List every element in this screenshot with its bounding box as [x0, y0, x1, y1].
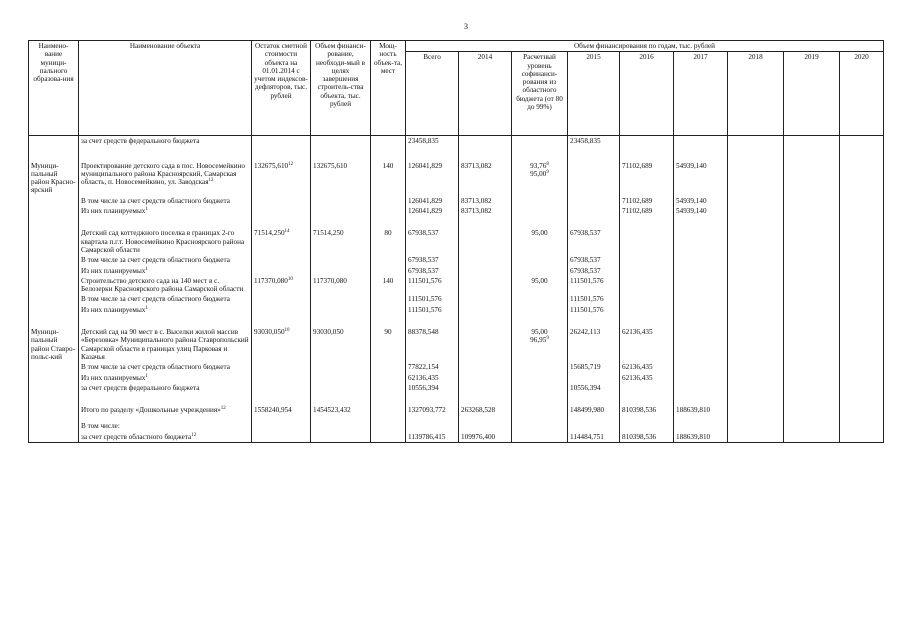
total-cell: 23458,835 — [406, 136, 459, 147]
volume-cell — [311, 362, 371, 372]
y2019-cell — [784, 228, 840, 255]
y2017-cell: 188639,810 — [674, 432, 728, 443]
table-row — [29, 327, 884, 362]
header-capacity: Мощ-ность объек-та, мест — [371, 41, 406, 136]
object-name-cell: за счет средств федерального бюджета — [79, 136, 252, 147]
capacity-cell — [371, 266, 406, 276]
volume-cell — [311, 421, 371, 431]
y2018-cell — [728, 161, 784, 196]
municipality-cell — [29, 196, 79, 206]
header-2019: 2019 — [784, 52, 840, 136]
y2018-cell — [728, 206, 784, 216]
y2015-cell: 67938,537 — [568, 266, 620, 276]
y2014-cell — [459, 294, 512, 304]
table-row — [29, 206, 884, 216]
y2017-cell: 54939,140 — [674, 196, 728, 206]
y2020-cell — [840, 255, 884, 265]
y2015-cell: 111501,576 — [568, 294, 620, 304]
y2020-cell — [840, 432, 884, 443]
total-cell: 67938,537 — [406, 228, 459, 255]
header-2020: 2020 — [840, 52, 884, 136]
capacity-cell: 140 — [371, 161, 406, 196]
header-2016: 2016 — [620, 52, 674, 136]
y2014-cell: 83713,082 — [459, 196, 512, 206]
y2018-cell — [728, 276, 784, 295]
y2014-cell — [459, 305, 512, 315]
spacer-row — [29, 216, 884, 228]
total-cell: 111501,576 — [406, 276, 459, 295]
spacer-row — [29, 393, 884, 405]
y2018-cell — [728, 383, 784, 393]
total-cell: 67938,537 — [406, 266, 459, 276]
y2015-cell — [568, 196, 620, 206]
y2018-cell — [728, 421, 784, 431]
y2015-cell — [568, 373, 620, 383]
municipality-cell: Муници-пальный район Ставро-польс-кий — [29, 327, 79, 362]
y2019-cell — [784, 327, 840, 362]
volume-cell — [311, 266, 371, 276]
y2020-cell — [840, 206, 884, 216]
header-object-name: Наименование объекта — [79, 41, 252, 136]
y2017-cell — [674, 327, 728, 362]
y2020-cell — [840, 373, 884, 383]
volume-cell — [311, 373, 371, 383]
table-row — [29, 432, 884, 443]
table-row — [29, 421, 884, 431]
table-row — [29, 161, 884, 196]
table-row — [29, 255, 884, 265]
object-name-cell: Проектирование детского сада в пос. Новосемейкино муниципального района Красноярский, Самарская область, п. Новосемейкино, ул. Заводская$^{12}$ — [79, 161, 252, 196]
y2015-cell — [568, 206, 620, 216]
object-name-cell: Из них планируемых$^1$ — [79, 206, 252, 216]
capacity-cell — [371, 383, 406, 393]
municipality-cell — [29, 373, 79, 383]
calc-level-cell: 95,00 — [512, 276, 568, 295]
calc-level-cell: 95,00 96,95$^9$ — [512, 327, 568, 362]
balance-cell: 132675,610$^{12}$ — [252, 161, 311, 196]
y2016-cell: 71102,689 — [620, 196, 674, 206]
header-volume: Объем финанси-рование, необходи-мый в целях завершения строитель-ства объекта, тыс. рублей — [311, 41, 371, 136]
calc-level-cell — [512, 305, 568, 315]
spacer-row — [29, 147, 884, 161]
calc-level-cell — [512, 405, 568, 415]
calc-level-cell — [512, 383, 568, 393]
calc-level-cell — [512, 421, 568, 431]
y2017-cell: 54939,140 — [674, 206, 728, 216]
y2016-cell — [620, 294, 674, 304]
object-name-cell: В том числе за счет средств областного бюджета — [79, 362, 252, 372]
volume-cell: 93030,050 — [311, 327, 371, 362]
y2016-cell — [620, 421, 674, 431]
spacer-row — [29, 315, 884, 327]
y2019-cell — [784, 196, 840, 206]
calc-level-cell: 93,76$^8$ 95,00$^9$ — [512, 161, 568, 196]
volume-cell — [311, 136, 371, 147]
y2017-cell — [674, 362, 728, 372]
table-row — [29, 136, 884, 147]
header-total: Всего — [406, 52, 459, 136]
volume-cell: 117370,080 — [311, 276, 371, 295]
y2015-cell: 111501,576 — [568, 276, 620, 295]
total-cell: 1139786,415 — [406, 432, 459, 443]
y2018-cell — [728, 266, 784, 276]
y2019-cell — [784, 421, 840, 431]
header-2018: 2018 — [728, 52, 784, 136]
y2018-cell — [728, 136, 784, 147]
balance-cell — [252, 294, 311, 304]
volume-cell — [311, 305, 371, 315]
volume-cell — [311, 383, 371, 393]
municipality-cell: Муници-пальный район Красно-ярский — [29, 161, 79, 196]
page-number: 3 — [464, 22, 468, 31]
y2018-cell — [728, 362, 784, 372]
table-body — [29, 136, 884, 443]
balance-cell — [252, 421, 311, 431]
balance-cell: 1558240,954 — [252, 405, 311, 415]
total-cell: 10556,394 — [406, 383, 459, 393]
object-name-cell: В том числе: — [79, 421, 252, 431]
balance-cell — [252, 383, 311, 393]
municipality-cell — [29, 276, 79, 295]
y2015-cell: 148499,980 — [568, 405, 620, 415]
municipality-cell — [29, 383, 79, 393]
y2016-cell: 71102,689 — [620, 206, 674, 216]
capacity-cell — [371, 373, 406, 383]
y2017-cell — [674, 383, 728, 393]
calc-level-cell — [512, 206, 568, 216]
balance-cell: 93030,050$^{10}$ — [252, 327, 311, 362]
header-2014: 2014 — [459, 52, 512, 136]
calc-level-cell: 95,00 — [512, 228, 568, 255]
municipality-cell — [29, 305, 79, 315]
object-name-cell: Итого по разделу «Дошкольные учреждения»$^{12}$ — [79, 405, 252, 415]
y2014-cell — [459, 276, 512, 295]
y2015-cell: 67938,537 — [568, 255, 620, 265]
y2018-cell — [728, 373, 784, 383]
volume-cell: 71514,250 — [311, 228, 371, 255]
total-cell: 77822,154 — [406, 362, 459, 372]
y2017-cell — [674, 255, 728, 265]
y2015-cell: 15685,719 — [568, 362, 620, 372]
balance-cell — [252, 196, 311, 206]
y2020-cell — [840, 421, 884, 431]
capacity-cell: 140 — [371, 276, 406, 295]
capacity-cell — [371, 421, 406, 431]
table-row — [29, 276, 884, 295]
object-name-cell: Из них планируемых$^1$ — [79, 305, 252, 315]
capacity-cell — [371, 136, 406, 147]
municipality-cell — [29, 362, 79, 372]
table-row — [29, 362, 884, 372]
y2017-cell — [674, 305, 728, 315]
total-cell: 111501,576 — [406, 294, 459, 304]
calc-level-cell — [512, 373, 568, 383]
object-name-cell: В том числе за счет средств областного бюджета — [79, 255, 252, 265]
municipality-cell — [29, 206, 79, 216]
calc-level-cell — [512, 294, 568, 304]
y2017-cell — [674, 136, 728, 147]
y2019-cell — [784, 255, 840, 265]
y2017-cell — [674, 266, 728, 276]
header-funding-by-years: Объем финансирования по годам, тыс. рублей — [406, 41, 884, 52]
object-name-cell: Из них планируемых$^1$ — [79, 373, 252, 383]
object-name-cell: В том числе за счет средств областного бюджета — [79, 196, 252, 206]
y2020-cell — [840, 383, 884, 393]
total-cell: 88378,548 — [406, 327, 459, 362]
header-2017: 2017 — [674, 52, 728, 136]
y2017-cell — [674, 421, 728, 431]
municipality-cell — [29, 255, 79, 265]
municipality-cell — [29, 432, 79, 443]
balance-cell: 71514,250$^{14}$ — [252, 228, 311, 255]
volume-cell: 132675,610 — [311, 161, 371, 196]
volume-cell — [311, 206, 371, 216]
balance-cell — [252, 255, 311, 265]
y2016-cell: 810398,536 — [620, 405, 674, 415]
y2019-cell — [784, 305, 840, 315]
y2016-cell — [620, 136, 674, 147]
capacity-cell: 80 — [371, 228, 406, 255]
balance-cell — [252, 266, 311, 276]
object-name-cell: Строительство детского сада на 140 мест в с. Белозерки Красноярского района Самарской области — [79, 276, 252, 295]
y2017-cell — [674, 373, 728, 383]
capacity-cell — [371, 362, 406, 372]
y2014-cell — [459, 421, 512, 431]
y2017-cell — [674, 276, 728, 295]
y2016-cell: 71102,689 — [620, 161, 674, 196]
object-name-cell: за счет средств федерального бюджета — [79, 383, 252, 393]
total-cell — [406, 421, 459, 431]
y2016-cell: 62136,435 — [620, 362, 674, 372]
total-cell: 62136,435 — [406, 373, 459, 383]
y2015-cell: 10556,394 — [568, 383, 620, 393]
balance-cell: 117370,080$^{10}$ — [252, 276, 311, 295]
total-cell: 111501,576 — [406, 305, 459, 315]
capacity-cell — [371, 255, 406, 265]
y2018-cell — [728, 405, 784, 415]
total-cell: 1327093,772 — [406, 405, 459, 415]
y2016-cell: 810398,536 — [620, 432, 674, 443]
y2020-cell — [840, 294, 884, 304]
y2016-cell — [620, 255, 674, 265]
header-balance: Остаток сметной стоимости объекта на 01.01.2014 с учетом индексов-дефляторов, тыс. рублей — [252, 41, 311, 136]
y2016-cell: 62136,435 — [620, 327, 674, 362]
y2020-cell — [840, 276, 884, 295]
object-name-cell: за счет средств областного бюджета$^{12}$ — [79, 432, 252, 443]
y2017-cell: 188639,810 — [674, 405, 728, 415]
y2017-cell — [674, 294, 728, 304]
y2020-cell — [840, 266, 884, 276]
object-name-cell: Детский сад на 90 мест в с. Выселки жилой массив «Березовка» Муниципального района Ставропольский Самарской области в границах улиц Парковая и Казачья — [79, 327, 252, 362]
y2020-cell — [840, 305, 884, 315]
table-row — [29, 266, 884, 276]
total-cell: 126041,829 — [406, 206, 459, 216]
y2014-cell — [459, 383, 512, 393]
table-row — [29, 305, 884, 315]
municipality-cell — [29, 136, 79, 147]
capacity-cell — [371, 305, 406, 315]
total-cell: 67938,537 — [406, 255, 459, 265]
calc-level-cell — [512, 255, 568, 265]
y2015-cell: 114484,751 — [568, 432, 620, 443]
calc-level-cell — [512, 266, 568, 276]
y2014-cell — [459, 266, 512, 276]
y2020-cell — [840, 327, 884, 362]
table-row — [29, 196, 884, 206]
municipality-cell — [29, 294, 79, 304]
table-row — [29, 228, 884, 255]
capacity-cell — [371, 196, 406, 206]
y2014-cell — [459, 362, 512, 372]
y2018-cell — [728, 432, 784, 443]
municipality-cell — [29, 266, 79, 276]
municipality-cell — [29, 228, 79, 255]
balance-cell — [252, 373, 311, 383]
capacity-cell — [371, 432, 406, 443]
balance-cell — [252, 432, 311, 443]
y2014-cell — [459, 373, 512, 383]
table-row — [29, 294, 884, 304]
y2014-cell: 109976,400 — [459, 432, 512, 443]
header-municipality: Наимено-вание муници-пального образова-ния — [29, 41, 79, 136]
volume-cell — [311, 294, 371, 304]
object-name-cell: В том числе за счет средств областного бюджета — [79, 294, 252, 304]
y2020-cell — [840, 161, 884, 196]
volume-cell: 1454523,432 — [311, 405, 371, 415]
y2019-cell — [784, 206, 840, 216]
volume-cell — [311, 432, 371, 443]
y2014-cell — [459, 327, 512, 362]
y2015-cell — [568, 421, 620, 431]
y2015-cell: 111501,576 — [568, 305, 620, 315]
y2018-cell — [728, 255, 784, 265]
balance-cell — [252, 305, 311, 315]
table-row — [29, 373, 884, 383]
calc-level-cell — [512, 196, 568, 206]
y2020-cell — [840, 362, 884, 372]
header-calc-level: Расчетный уровень софинанси-рования из областного бюджета (от 80 до 99%) — [512, 52, 568, 136]
y2014-cell — [459, 228, 512, 255]
y2017-cell — [674, 228, 728, 255]
y2016-cell — [620, 383, 674, 393]
balance-cell — [252, 136, 311, 147]
calc-level-cell — [512, 362, 568, 372]
table-row — [29, 405, 884, 415]
volume-cell — [311, 255, 371, 265]
y2019-cell — [784, 432, 840, 443]
y2016-cell — [620, 266, 674, 276]
y2014-cell: 263268,528 — [459, 405, 512, 415]
y2014-cell — [459, 136, 512, 147]
y2016-cell — [620, 305, 674, 315]
balance-cell — [252, 362, 311, 372]
y2018-cell — [728, 228, 784, 255]
calc-level-cell — [512, 136, 568, 147]
y2019-cell — [784, 362, 840, 372]
y2019-cell — [784, 294, 840, 304]
y2019-cell — [784, 405, 840, 415]
calc-level-cell — [512, 432, 568, 443]
object-name-cell: Детский сад коттеджного поселка в границах 2-го квартала п.г.т. Новосемейкино Красноярского района Самарской области — [79, 228, 252, 255]
y2016-cell: 62136,435 — [620, 373, 674, 383]
y2019-cell — [784, 161, 840, 196]
table-row — [29, 383, 884, 393]
y2014-cell: 83713,082 — [459, 161, 512, 196]
y2020-cell — [840, 405, 884, 415]
y2018-cell — [728, 196, 784, 206]
capacity-cell: 90 — [371, 327, 406, 362]
total-cell: 126041,829 — [406, 161, 459, 196]
volume-cell — [311, 196, 371, 206]
capacity-cell — [371, 206, 406, 216]
y2014-cell — [459, 255, 512, 265]
y2020-cell — [840, 228, 884, 255]
y2019-cell — [784, 373, 840, 383]
total-cell: 126041,829 — [406, 196, 459, 206]
balance-cell — [252, 206, 311, 216]
y2019-cell — [784, 266, 840, 276]
capacity-cell — [371, 405, 406, 415]
y2018-cell — [728, 327, 784, 362]
funding-table — [28, 40, 884, 443]
capacity-cell — [371, 294, 406, 304]
municipality-cell — [29, 421, 79, 431]
y2020-cell — [840, 136, 884, 147]
y2015-cell: 23458,835 — [568, 136, 620, 147]
y2019-cell — [784, 136, 840, 147]
header-2015: 2015 — [568, 52, 620, 136]
object-name-cell: Из них планируемых$^1$ — [79, 266, 252, 276]
y2016-cell — [620, 276, 674, 295]
municipality-cell — [29, 405, 79, 415]
y2015-cell: 67938,537 — [568, 228, 620, 255]
y2016-cell — [620, 228, 674, 255]
y2019-cell — [784, 383, 840, 393]
y2019-cell — [784, 276, 840, 295]
y2014-cell: 83713,082 — [459, 206, 512, 216]
y2017-cell: 54939,140 — [674, 161, 728, 196]
y2018-cell — [728, 294, 784, 304]
y2018-cell — [728, 305, 784, 315]
y2015-cell: 26242,113 — [568, 327, 620, 362]
y2020-cell — [840, 196, 884, 206]
y2015-cell — [568, 161, 620, 196]
